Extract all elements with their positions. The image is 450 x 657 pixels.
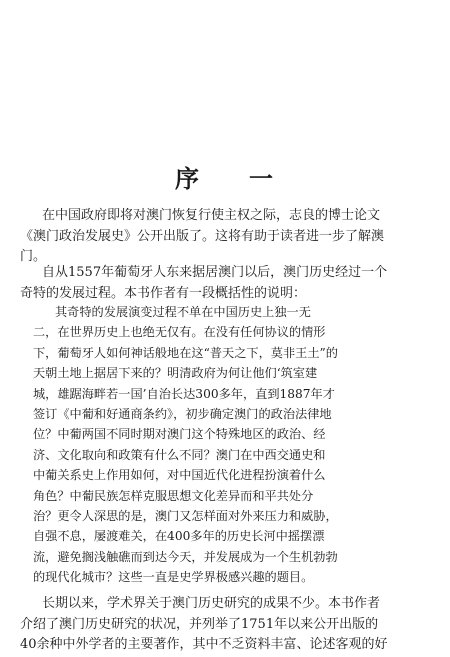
text-line: 《澳门政治发展史》公开出版了。这将有助于读者进一步了解澳 <box>20 228 385 244</box>
quote-line: 济、文化取向和政策有什么不同？澳门在中西交通史和 <box>33 447 326 462</box>
quote-line: 天朝土地上据居下来的？明清政府为何让他们‘筑室建 <box>33 366 318 381</box>
text-line: 在中国政府即将对澳门恢复行使主权之际，志良的博士论文 <box>42 208 381 223</box>
text-line: 长期以来，学术界关于澳门历史研究的成果不少。本书作者 <box>42 596 381 611</box>
quote-line: 其奇特的发展演变过程不单在中国历史上独一无 <box>55 305 311 319</box>
quote-line: 位？中葡两国不同时期对澳门这个特殊地区的政治、经 <box>33 427 326 442</box>
quote-line: 角色？中葡民族怎样克服思想文化差异而和平共处分 <box>33 488 314 503</box>
paragraph-3 <box>20 594 424 656</box>
page-title <box>0 159 450 194</box>
text-line: 奇特的发展过程。本书作者有一段概括性的说明： <box>20 285 307 301</box>
text-line: 门。 <box>20 249 47 264</box>
text-line: 介绍了澳门历史研究的状况，并列举了1751年以来公开出版的 <box>20 616 379 632</box>
title-char-1: 序 <box>175 164 201 193</box>
quote-line: 二，在世界历史上也绝无仅有。在没有任何协议的情形 <box>33 325 326 340</box>
quote-line: 的现代化城市？这些一直是史学界极感兴趣的题目。 <box>33 570 314 585</box>
quote-line: 流，避免搁浅触礁而到达今天，并发展成为一个生机勃勃 <box>33 549 338 564</box>
paragraph-1 <box>20 206 424 268</box>
quote-line: 下，葡萄牙人如何神话般地在这“普天之下，莫非王土”的 <box>33 345 338 360</box>
quote-line: 中葡关系史上作用如何，对中国近代化进程扮演着什么 <box>33 468 326 483</box>
quote-line: 自强不息，屡渡难关，在400多年的历史长河中摇摆漂 <box>33 529 325 544</box>
paragraph-2 <box>20 263 424 304</box>
quote-line: 签订《中葡和好通商条约》，初步确定澳门的政治法律地 <box>33 406 332 421</box>
text-line: 40余种中外学者的主要著作，其中不乏资料丰富、论述客观的好 <box>20 637 388 652</box>
quote-line: 城，雄踞海畔若一国’自治长达300多年，直到1887年才 <box>33 386 335 401</box>
quote-line: 治？更令人深思的是，澳门又怎样面对外来压力和威胁， <box>33 508 338 523</box>
block-quote <box>33 302 421 587</box>
title-char-2: 一 <box>249 164 275 193</box>
text-line: 自从1557年葡萄牙人东来据居澳门以后，澳门历史经过一个 <box>42 265 388 280</box>
